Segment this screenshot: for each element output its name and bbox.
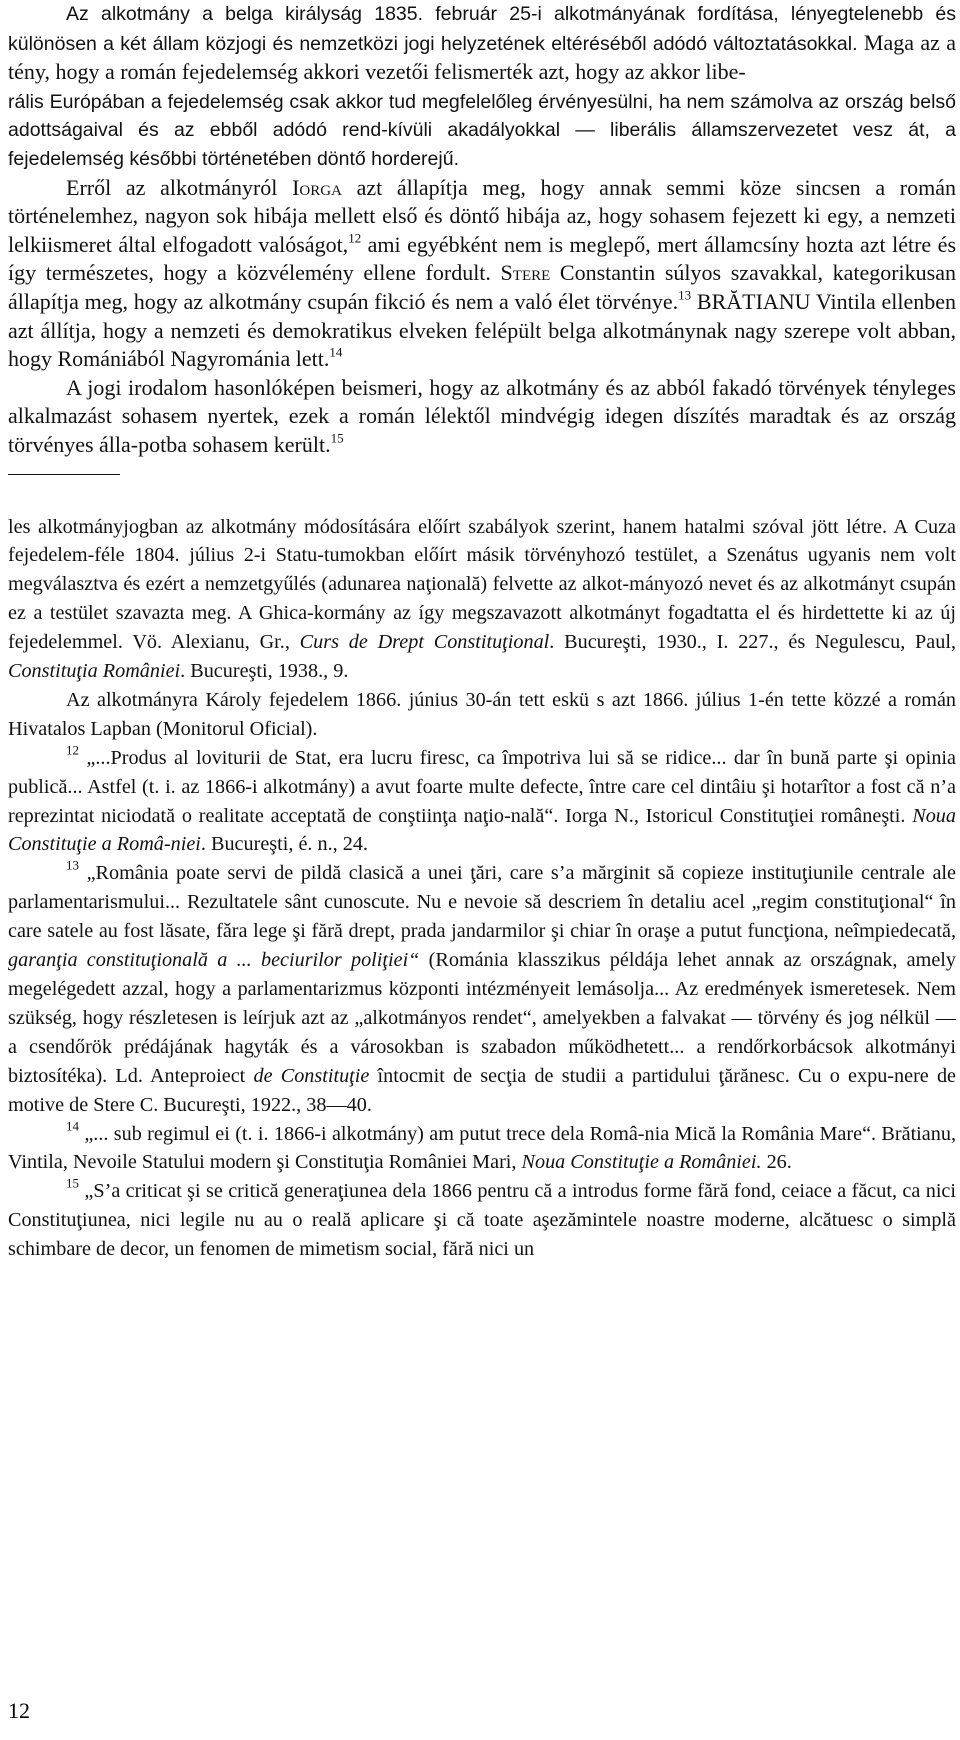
- paragraph-2: [8, 174, 956, 374]
- footnote-15-text-a: „S’a criticat şi se critică generaţiunea dela 1866 pentru că a introdus forme fără fond, ceiace a făcut, ca nici Constituţiunea, nici legile nu au o reală aplicare şi că toate aşezămintele noastre moderne, alcătuesc o simplă schimbare de decor, un fenomen de mimetism social, fără nici un: [8, 1180, 956, 1261]
- paragraph-3: [8, 374, 956, 460]
- footnote-11-oath: [8, 686, 956, 744]
- footnote-11-text-c: . Bucureşti, 1938., 9.: [180, 660, 349, 683]
- paragraph-1-continued: [8, 88, 956, 174]
- paragraph-1-middle: Maga az a tény, hogy a román fejedelemség akkori vezetői felismerték azt, hogy az akkor libe-: [8, 29, 956, 85]
- footnote-12-title: Noua Constituţie a Româ-niei: [8, 804, 956, 856]
- footnote-13-text-a: „România poate servi de pildă clasică a unei ţări, care s’a mărginit să copieze instituţiunile centrale ale parlamentarismului... Rezultatele sânt cunoscute. Nu e nevoie să descriem în detaliu acel „regim constituţional“ în care satele au fost lăsate, fǎra lege şi fără drept, prada jandarmilor şi chiar în oraşe a putut funcţiona, neîmpiedecată,: [8, 862, 956, 943]
- main-text: [8, 0, 956, 460]
- paragraph-1-tail: rális Európában a fejedelemség csak akkor tud megfelelőleg érvényesülni, ha nem számolva az ország belső adottságaival és az ebből adódó rend-kívüli akadályokkal — liberális államszervezetet vesz át, a fejedelemség későbbi történetében döntő horderejű.: [8, 90, 956, 170]
- footnote-number-15: 15: [66, 1175, 79, 1191]
- footnote-15: [8, 1177, 956, 1264]
- paragraph-2-text-d: Constantin súlyos szavakkal, kategorikusan állapítja meg, hogy az alkotmány csupán fikció és nem a való élet törvénye.: [8, 260, 956, 314]
- footnote-13: [8, 859, 956, 1119]
- footnote-13-title: de Constituţie: [253, 1064, 370, 1087]
- paragraph-2-text-e: BRĂTIANU Vintila ellenben azt állítja, hogy a nemzeti és demokratikus elveken felépült belga alkotmánynak nagy szerepe volt abban, hogy Romániából Nagyrománia lett.: [8, 288, 956, 372]
- author-name-stere: Stere: [500, 260, 551, 286]
- page-number: 12: [8, 1698, 30, 1723]
- footnote-13-italic: garanţia constituţională a ... beciurilor poliţiei“: [8, 949, 420, 972]
- footnote-separator: [8, 474, 120, 475]
- paragraph-1: [8, 0, 956, 88]
- footnote-number-13: 13: [66, 857, 79, 873]
- paragraph-2-text-b: azt állapítja meg, hogy annak semmi köze sincsen a román történelemhez, nagyon sok hibája mellett első és döntő hibája az, hogy sohasem fejezett ki egy, a nemzeti lelkiismeret által elfogadott valóságot,: [8, 174, 957, 257]
- footnote-12: [8, 744, 956, 860]
- paragraph-3-text: A jogi irodalom hasonlóképen beismeri, hogy az alkotmány és az abból fakadó törvények tényleges alkalmazást sohasem nyertek, ezek a román lélektől mindvégig idegen díszítés maradtak és az ország törvényes álla-potba sohasem került.: [8, 374, 956, 457]
- footnote-ref-12: 12: [348, 230, 362, 245]
- footnote-ref-15: 15: [330, 430, 344, 446]
- footnote-12-text-a: „...Produs al loviturii de Stat, era lucru firesc, ca împotriva lui să se ridice... dar în bună parte şi opinia publică... Astfel (t. i. az 1866-i alkotmány) a avut foarte multe defecte, între care cel dintâiu şi hotarîtor a fost că n’a reprezintat niciodată o realitate acceptată de conştiinţa naţio-nală“. Iorga N., Istoricul Constituţiei româneşti.: [8, 746, 956, 827]
- footnote-ref-13: 13: [678, 287, 692, 303]
- paragraph-2-text-c: ami egyébként nem is meglepő, mert államcsíny hozta azt létre és így természetes, hogy a közvélemény ellene fordult.: [8, 231, 957, 286]
- footnote-ref-14: 14: [329, 344, 343, 360]
- footnote-13-text-b: (Románia klasszikus példája lehet annak az országnak, amely megelégedett azzal, hogy a parlamentarizmus központi intézményeit lemásolja... Az eredmények ismeretesek. Nem szükség, hogy részletesen is leírjuk azt az „alkotmányos rendet“, amelyekben a falvakat — törvény és jog nélkül — a csendőrök prédájának hagyták és a városokban is szabadon működhetett... a rendőrkorbácsok alkotmányi biztosítéka). Ld. Anteproiect: [8, 949, 956, 1087]
- footnote-number-14: 14: [66, 1117, 79, 1133]
- footnote-11-title-2: Constituţia României: [8, 660, 181, 683]
- footnote-11-text-b: . Bucureşti, 1930., I. 227., és Negulescu, Paul,: [549, 631, 956, 654]
- footnote-12-text-b: . Bucureşti, é. n., 24.: [200, 833, 368, 856]
- footnotes: [8, 513, 956, 1265]
- paragraph-1-lead: Az alkotmány a belga királyság 1835. február 25-i alkotmányának fordítása, lényegtelenebb és különösen a két állam közjogi és nemzetközi jogi helyzetének eltéréséből adódó változtatásokkal.: [8, 3, 956, 55]
- footnote-14: [8, 1117, 956, 1178]
- footnote-number-12: 12: [66, 742, 79, 757]
- page: [8, 0, 956, 1264]
- footnote-11-continued: [8, 513, 956, 686]
- footnote-14-title: Noua Constituţie a României.: [521, 1151, 762, 1174]
- author-name-iorga: Iorga: [292, 174, 342, 200]
- footnote-11-title-1: Curs de Drept Constituţional: [299, 631, 550, 654]
- footnote-11-text-d: Az alkotmányra Károly fejedelem 1866. június 30-án tett eskü s azt 1866. július 1-én tette közzé a román Hivatalos Lapban (Monitorul Oficial).: [8, 688, 956, 740]
- footnote-11-text-a: les alkotmányjogban az alkotmány módosítására előírt szabályok szerint, hanem hatalmi szóval jött létre. A Cuza fejedelem-féle 1804. július 2-i Statu-tumokban előírt másik törvényhozó testület, a Szenátus ugyanis nem volt megválasztva és ezért a nemzetgyűlés (adunarea naţională) felvette az alkot-mányozó nevet és az alkotmányt csupán ez a testület szavazta meg. A Ghica-kormány az így megszavazott alkotmányt fogadtatta el és hirdettette ki az új fejedelemmel. Vö. Alexianu, Gr.,: [8, 515, 956, 654]
- paragraph-2-text-a: Erről az alkotmányról: [66, 174, 293, 200]
- footnote-14-text-a: „... sub regimul ei (t. i. 1866-i alkotmány) am putut trece dela Româ-nia Mică la România Mare“. Brătianu, Vintila, Nevoile Statului modern şi Constituţia României Mari,: [8, 1122, 956, 1174]
- footnote-14-text-b: 26.: [761, 1151, 792, 1174]
- footnote-13-text-c: întocmit de secţia de studii a partidului ţărănesc. Cu o expu-nere de motive de Stere C. Bucureşti, 1922., 38—40.: [8, 1064, 957, 1116]
